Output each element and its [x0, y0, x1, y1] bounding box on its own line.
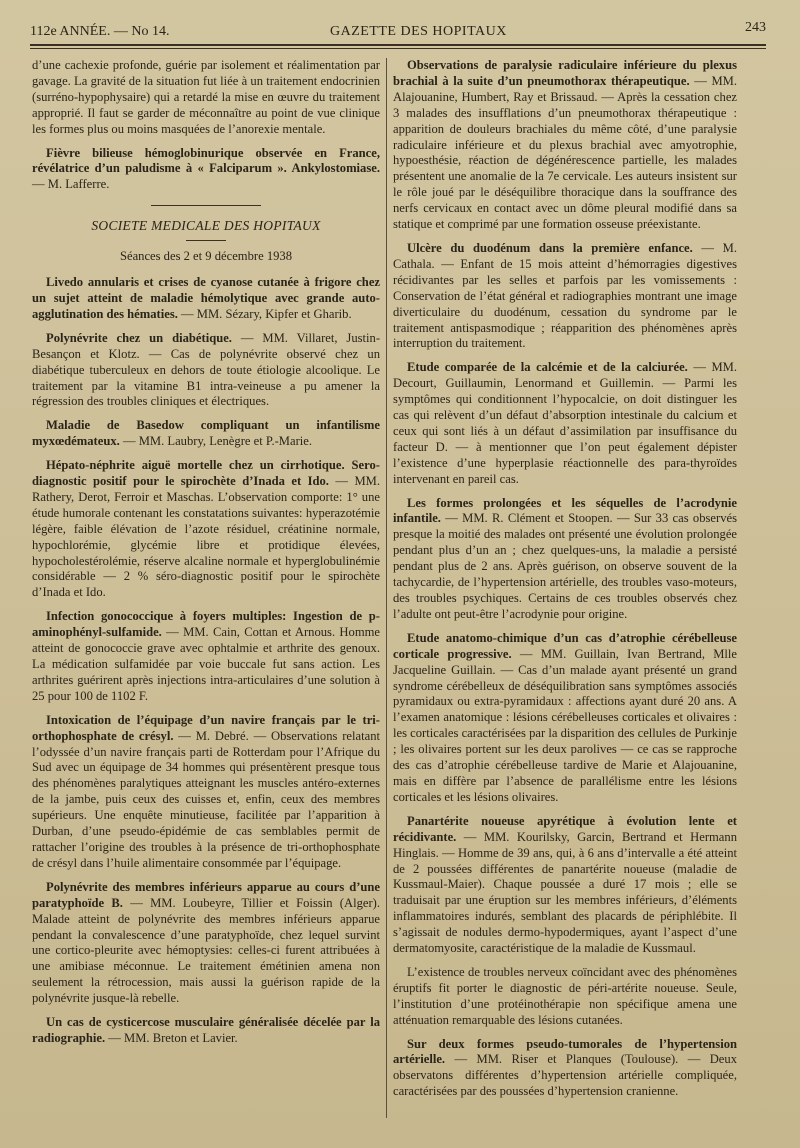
article-authors: — M. Lafferre. [32, 177, 110, 192]
article-polynevrite-paratyphoide [32, 880, 380, 1007]
article-paralysie-radiculaire [393, 58, 737, 233]
article-title: Infection gonococcique à foyers multiples: Ingestion de p-aminophényl-sulfamide. [32, 609, 380, 640]
article-intoxication [32, 713, 380, 872]
article-title: Etude comparée de la calcémie et de la calciurée. [407, 360, 688, 375]
article-title: Polynévrite chez un diabétique. [46, 330, 232, 345]
article-body: — MM. Villaret, Justin-Besançon et Klotz. — Cas de polynévrite observé chez un diabétique tuberculeux en dehors de toute étiologie alcoolique. Le traitement par la vitamine B1 intra-veineuse a pu amener la régression des troubles cliniques et électriques. [32, 330, 381, 409]
article-atrophie-cerebelleuse [393, 631, 737, 806]
section-rule-short [186, 240, 226, 241]
article-body: — MM. R. Clément et Stoopen. — Sur 33 cas observés presque la moitié des malades ont présenté une évolution prolongée pendant plus d’un an ; chez quelques-uns, la maladie a persisté pendant plus de 2 ans. Après guérison, on observe souvent de la tachycardie, de l’hypertension artérielle, des troubles vaso-moteurs, des troubles psychiques. Certains de ces troubles observés chez l’adulte ont peut-être l’acrodynie pour origine. [393, 511, 737, 621]
article-hepato-nephrite [32, 458, 380, 601]
issue-label: 112e ANNÉE. — No 14. [30, 24, 170, 39]
header-rule [30, 44, 766, 46]
article-authors: — MM. Breton et Lavier. [105, 1030, 238, 1045]
article-body: — MM. Cain, Cottan et Arnous. Homme atteint de gonococcie grave avec ophtalmie et arthrite des genoux. La médication sulfamidée par voie buccale fut sans action. Les arthrites guérirent après injections intra-articulaires d’une solution à 25 pour 100 de 1102 F. [32, 625, 380, 703]
article-title: Intoxication de l’équipage d’un navire français par le tri-orthophosphate de crésyl. [32, 712, 380, 743]
article-title: Panartérite noueuse apyrétique à évolution lente et récidivante. [393, 813, 737, 844]
article-title: Maladie de Basedow compliquant un infantilisme myxœdémateux. [32, 418, 380, 449]
session-dates: Séances des 2 et 9 décembre 1938 [119, 249, 293, 264]
article-body: — MM. Guillain, Ivan Bertrand, Mlle Jacqueline Guillain. — Cas d’un malade ayant présenté un grand syndrome cérébelleux de déséquilibration sans symptômes associés pyramidaux ou extra-pyramidaux : affections ayant duré 20 ans. A l’examen anatomique : lésions cérébelleuses corticales et olivaires : les corticales caractérisées par la disparition des cellules de Purkinje ; les olivaires portent sur les deux parolives — ce cas se rapproche des cas d’atrophie cérébelleuse tardive de Marie et Alajouanine, mais en diffère par l’absence de parallélisme entre les lésions corticales et les lésions olivaires. [393, 646, 737, 804]
article-basedow [32, 418, 380, 450]
article-body: — MM. Riser et Planques (Toulouse). — Deux observatons différentes d’hypertension artérielle compliquée, caractérisées par des poussées d’hypertension cranienne. [393, 1052, 737, 1099]
article-title: Les formes prolongées et les séquelles de l’acrodynie infantile. [393, 495, 737, 526]
article-body: — MM. Alajouanine, Humbert, Ray et Brissaud. — Après la cessation chez 3 malades des insufflations d’un pneumothorax thérapeutique : apparition de douleurs brachiales du même côté, d’une paralysie radiculaire inférieure et du plexus brachial avec amyotrophie, hypoesthésie, réaction de dégénérescence partielle, les malades présentent une anomalie de la 7e cervicale. Les auteurs insistent sur le rôle joué par le déséquilibre thoracique dans la souffrance des nerfs cervicaux en contact avec un dôme pleural modifié dans sa statique et comprimé par une formation osseuse préexistante. [393, 73, 737, 232]
article-fievre [32, 146, 380, 194]
article-acrodynie [393, 496, 737, 623]
column-divider [386, 58, 387, 1118]
article-body: — MM. Kourilsky, Garcin, Bertrand et Hermann Hinglais. — Homme de 39 ans, qui, à 6 ans d’intervalle a été atteint de 2 poussées différentes de panartérite noueuse (maladie de Kussmaul-Maier). Chaque poussée a duré 17 mois ; elle se traduisait par une éruption sur les membres inférieurs, d’éléments inflammatoires indurés, semblant des placards de périphlébite. Il s’agissait de nodules dermo-hypodermiques, ayant l’aspect d’une dermatomyosite, caractéristique de la maladie de Kussmaul. [393, 829, 737, 956]
article-title: Livedo annularis et crises de cyanose cutanée à frigore chez un sujet atteint de maladie hémolytique avec grande auto-agglutination des hématies. [32, 275, 380, 321]
continued-paragraph: d’une cachexie profonde, guérie par isolement et réalimentation par gavage. La gravité de la situation fut liée à un traitement endocrinien (surréno-hypophysaire) qui a retardé la mise en œuvre du traitement approprié. Il faut se garder de méconnaître au point de vue clinique les formes plus ou moins masquées de l’anorexie mentale. [32, 58, 380, 136]
article-body: — M. Debré. — Observations relatant l’odyssée d’un navire français parti de Rotterdam pour l’Afrique du Sud avec un équipage de 34 hommes qui présentèrent presque tous des phénomènes paralytiques atteignant les muscles antéro-externes de la jambe, puis ceux des cuisses et, enfin, ceux des membres supérieurs. Une enquête minutieuse, facilitée par l’apparition à Durban, d’une pseudo-épidémie de cas semblables permit de rattacher l’origine des troubles à la présence de tri-orthophosphate de crésyl dans l’huile alimentaire consommée par l’équipage. [32, 728, 380, 870]
article-calcemie [393, 360, 737, 487]
article-title: Polynévrite des membres inférieurs apparue au cours d’une paratyphoïde B. [32, 879, 380, 910]
article-cysticercose [32, 1015, 380, 1047]
article-authors: — MM. Sézary, Kipfer et Gharib. [177, 306, 352, 321]
page-number: 243 [745, 20, 766, 35]
article-polynevrite-diabetique [32, 331, 380, 411]
article-title: Ulcère du duodénum dans la première enfance. [407, 240, 693, 255]
article-title: Observations de paralysie radiculaire inférieure du plexus brachial à la suite d’un pneumothorax thérapeutique. [393, 58, 737, 88]
article-title: Fièvre bilieuse hémoglobinurique observée en France, révélatrice d’un paludisme à « Falciparum ». Ankylostomiase. [32, 145, 380, 176]
article-title: Un cas de cysticercose musculaire généralisée décelée par la radiographie. [32, 1015, 380, 1045]
section-rule [151, 205, 261, 206]
article-body: — M. Cathala. — Enfant de 15 mois atteint d’hémorragies digestives récidivantes par les selles et parfois par les vomissements : Conservation de l’état général et radiographies montrant une image diverticulaire du duodénum, cessation du syndrome par le traitement antispasmodique ; réapparition des phénomènes après interruption du traitement. [393, 240, 737, 351]
article-title: Etude anatomo-chimique d’un cas d’atrophie cérébelleuse corticale progressive. [393, 630, 737, 661]
article-panarterite-cont: L’existence de troubles nerveux coïncidant avec des phénomènes éruptifs fit porter le diagnostic de péri-artérite noueuse. Seule, l’institution d’une protéinothérapie non spécifique amena une atténuation remarquable des lésions cutanées. [393, 964, 737, 1027]
article-panarterite [393, 814, 737, 957]
header-rule-thin [30, 48, 766, 49]
article-body: — MM. Rathery, Derot, Ferroir et Maschas. L’observation comporte: 1° une étude humorale contenant les constatations suivantes: hyperazotémie légère, faible élévation de l’azote résiduel, créatinine normale, hypochlorémie, glycémie libre et protidique élevées, hypocholestérolémie, réserve alcaline normale et hyperglobulinémie considérable — 2 % séro-diagnostic positif pour le spirochète d’Inada et Ido. [32, 474, 381, 600]
society-heading: SOCIETE MEDICALE DES HOPITAUX [91, 218, 321, 234]
article-body: — MM. Loubeyre, Tillier et Foissin (Alger). Malade atteint de polynévrite des membres inférieurs apparue pendant la convalescence d’une paratyphoïde, chez lequel survint une cortico-pleurite avec hémoptysies: celles-ci furent attribuées à une amibiase méconnue. Le traitement émétinien amena non seulement la rétrocession, mais aussi la guérison rapide de la polynévrite jusque-là rebelle. [32, 895, 380, 1006]
left-column [32, 58, 380, 1055]
article-body: — MM. Decourt, Guillaumin, Lenormand et Guillemin. — Parmi les symptômes qui conditionnent l’hypocalcie, on doit distinguer les cas qui relèvent d’un défaut d’absorption intestinale du calcium et ceux qui sont liés à un défaut d’assimilation par insuffisance du facteur D. — à mentionner que l’on peut également dépister l’existence d’une hyperplasie réactionnelle des para-thyroïdes intervenant en pareil cas. [393, 360, 738, 486]
article-hypertension [393, 1037, 737, 1101]
article-gonococcique [32, 609, 380, 704]
article-ulcere-duodenum [393, 241, 737, 352]
page-header [30, 20, 766, 44]
article-title: Hépato-néphrite aiguë mortelle chez un cirrhotique. Sero-diagnostic positif pour le spirochète d’Inada et Ido. [32, 458, 380, 489]
journal-title: GAZETTE DES HOPITAUX [330, 24, 507, 39]
article-livedo [32, 275, 380, 323]
article-title: Sur deux formes pseudo-tumorales de l’hypertension artérielle. [393, 1036, 737, 1067]
right-column [393, 58, 737, 1108]
article-authors: — MM. Laubry, Lenègre et P.-Marie. [119, 434, 313, 449]
